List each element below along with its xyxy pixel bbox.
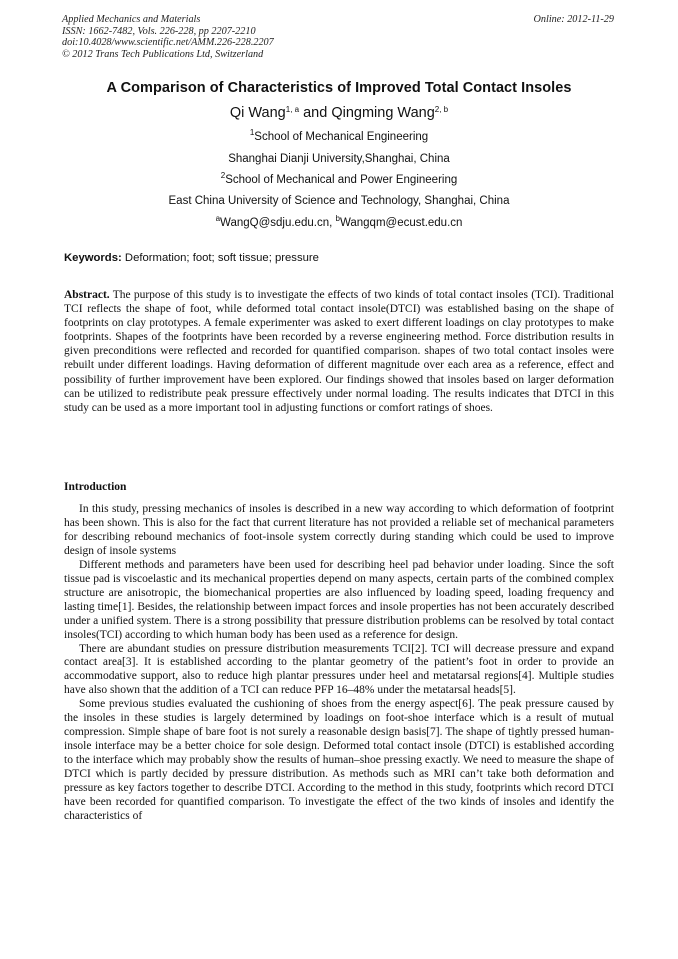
affiliation-text: East China University of Science and Technology, Shanghai, China: [168, 195, 510, 207]
abstract-text: The purpose of this study is to investigate the effects of two kinds of total contact insoles (TCI). Traditional TCI reflects the shape of foot, while deformed total contact insole(DTCI) was established basing on the shape of footprints on clay prototypes. A female experimenter was asked to exert different loadings on clay prototypes to make footprints. Shapes of the footprints have been recorded by a reverse engineering method. Force distribution results in given preconditions were reflected and recorded for quantified comparison. shapes of two total contact insoles were rebuilt under different loadings. Having deformation of different magnitude over each area as a reference, effect and possibility of further improvement have been explored. Our findings showed that insoles based on larger deformation can be utilized to redistribute peak pressure effectively under normal loading. The results indicates that DTCI in this study can be used as a more important tool in adjusting functions or comfort ratings of shoes.: [64, 289, 614, 414]
email-superscript: a: [215, 214, 221, 223]
affiliation-line: [0, 195, 678, 207]
keywords-text: Deformation; foot; soft tissue; pressure: [121, 252, 319, 264]
author-superscript: 2, b: [434, 105, 449, 114]
author-conjunction: and: [299, 105, 332, 121]
paper-title: A Comparison of Characteristics of Improved Total Contact Insoles: [106, 80, 572, 96]
email-address: WangQ@sdju.edu.cn,: [220, 217, 336, 229]
affiliation-line: [0, 153, 678, 165]
paragraph: There are abundant studies on pressure distribution measurements TCI[2]. TCI will decrease pressure and expand contact area[3]. It is established according to the plantar geometry of the patient’s foot in order to provide an accommodative support, also to reduce high plantar pressures under heel and metatarsal regions[4]. Multiple studies have also shown that the addition of a TCI can reduce PFP 16–48% under the metatarsal heads[5].: [64, 642, 614, 697]
paragraph: Some previous studies evaluated the cushioning of shoes from the energy aspect[6]. The peak pressure caused by the insoles in these studies is largely determined by loadings on foot-shoe interface which is a result of mutual compression. Simple shape of bare foot is not surely a reasonable design basis[7]. The shape of tightly pressed human-insole interface may be a better choice for sole design. Deformed total contact insole (DTCI) is established according to the interface which may probably show the results of human–shoe pressing exactly. We need to measure the shape of DTCI which is partly decided by pressure distribution. As methods such as MRI can’t take both deformation and pressure as key factors together to describe DTCI. According to the method in this study, footprints which record DTCI have been recorded for quantified comparison. To investigate the effect of the two kinds of insoles and identify the characteristics of: [64, 698, 614, 822]
abstract: [64, 288, 614, 415]
online-date: Online: 2012-11-29: [533, 14, 614, 25]
abstract-label: Abstract.: [64, 289, 110, 301]
paragraph: In this study, pressing mechanics of insoles is described in a new way according to which deformation of footprint has been shown. This is also for the fact that current literature has not provided a reliable set of mechanical parameters for describing rebound mechanics of foot-insole system correctly during standing which could be used to improve design of insole systems: [64, 503, 614, 557]
affiliation-superscript: 2: [220, 171, 226, 180]
email-superscript: b: [335, 214, 340, 223]
paragraph: Different methods and parameters have been used for describing heel pad behavior under loading. Since the soft tissue pad is viscoelastic and its mechanical properties depend on many aspects, certain parts of the combined complex structure are anisotropic, the biomechanical properties are also influenced by loading speed, loading frequency and lasting time[1]. Besides, the relationship between impact forces and insole properties has not been accurately described under a unified system. There is a strong possibility that pressure distribution problems can be resolved by total contact insoles(TCI) according to which human body has been used as a reference for design.: [64, 558, 614, 641]
keywords-label: Keywords:: [64, 252, 122, 264]
author-name: Qi Wang: [229, 105, 286, 121]
issn-line: ISSN: 1662-7482, Vols. 226-228, pp 2207-2210: [62, 25, 256, 37]
journal-name: Applied Mechanics and Materials: [62, 14, 201, 25]
author-line: [0, 105, 678, 121]
affiliation-line: [0, 171, 678, 186]
affiliation-text: School of Mechanical and Power Engineering: [225, 174, 458, 186]
introduction-body: [64, 503, 614, 824]
email-line: [0, 214, 678, 229]
doi-line: doi:10.4028/www.scientific.net/AMM.226-228.2207: [62, 37, 274, 48]
section-heading: Introduction: [64, 481, 127, 493]
keywords: [64, 252, 319, 264]
copyright-line: © 2012 Trans Tech Publications Ltd, Switzerland: [62, 48, 264, 60]
author-superscript: 1, a: [285, 105, 300, 114]
email-address: Wangqm@ecust.edu.cn: [339, 217, 463, 229]
affiliation-line: [0, 128, 678, 143]
journal-header: [62, 14, 274, 60]
affiliation-superscript: 1: [249, 128, 255, 137]
affiliation-text: Shanghai Dianji University,Shanghai, China: [228, 153, 450, 165]
affiliation-text: School of Mechanical Engineering: [254, 131, 429, 143]
author-name: Qingming Wang: [331, 105, 435, 121]
